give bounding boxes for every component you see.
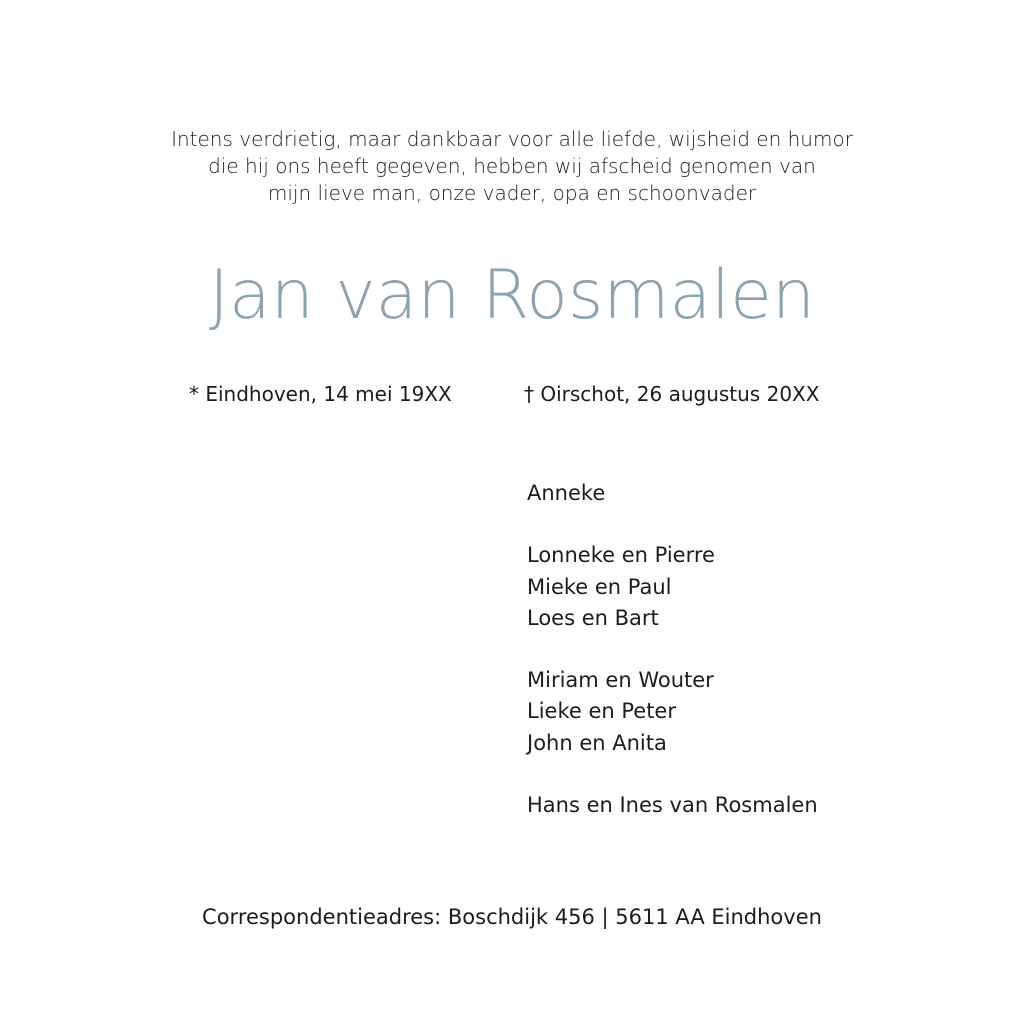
family-group-relatives — [527, 790, 818, 821]
family-member: John en Anita — [527, 730, 667, 755]
death-info: † Oirschot, 26 augustus 20XX — [524, 382, 820, 406]
deceased-name: Jan van Rosmalen — [208, 256, 816, 335]
family-group-grandchildren — [527, 665, 818, 759]
intro-text — [0, 126, 1024, 207]
family-member: Anneke — [527, 481, 606, 505]
family-member: Miriam en Wouter — [527, 668, 714, 693]
family-member: Mieke en Paul — [527, 574, 672, 599]
family-member: Loes en Bart — [527, 605, 659, 630]
family-member: Lonneke en Pierre — [527, 543, 715, 568]
correspondence-address: Correspondentieadres: Boschdijk 456 | 5611 AA Eindhoven — [202, 905, 822, 929]
intro-line-1: Intens verdrietig, maar dankbaar voor alle liefde, wijsheid en humor — [171, 127, 853, 151]
family-member: Hans en Ines van Rosmalen — [527, 792, 818, 817]
family-list — [527, 478, 818, 852]
birth-info: * Eindhoven, 14 mei 19XX — [189, 382, 452, 406]
family-member: Lieke en Peter — [527, 699, 676, 724]
family-group-children — [527, 540, 818, 634]
family-group-spouse — [527, 478, 818, 509]
intro-line-3: mijn lieve man, onze vader, opa en schoonvader — [267, 181, 757, 205]
intro-line-2: die hij ons heeft gegeven, hebben wij afscheid genomen van — [208, 154, 816, 178]
